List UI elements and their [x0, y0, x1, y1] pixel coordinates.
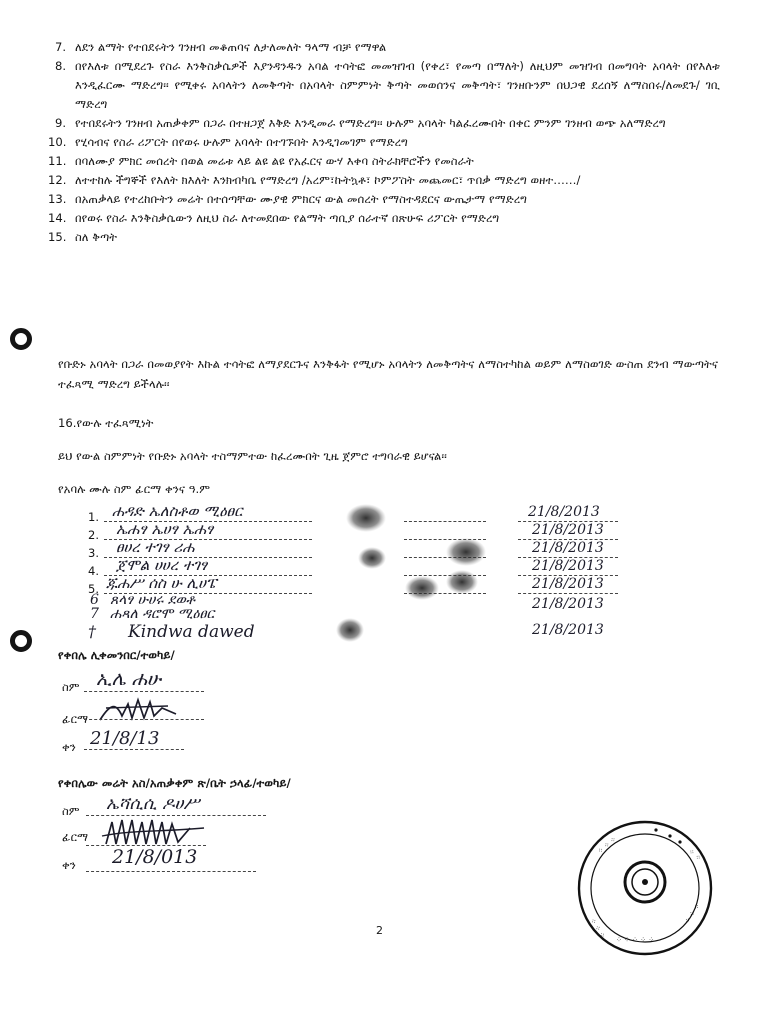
name-label: ስም [62, 804, 80, 818]
row-mark: † [88, 622, 96, 641]
list-item: 11. በባለሙያ ምክር መሰረት በወል መሬቱ ላይ ልዩ ልዩ የአፈርና ውሃ እቀባ ስትራክቸሮችን የመስራት [48, 154, 474, 168]
row-number: 5. [88, 582, 99, 596]
row-number: 3. [88, 546, 99, 560]
date-label: ቀን [62, 740, 76, 754]
signatory-date: 21/8/2013 [532, 540, 604, 556]
signatory-name: ጁሐሥ ሰስ ሁ ሊሀፔ [106, 574, 217, 592]
kebele-chair-date: 21/8/13 [90, 728, 160, 749]
kebele-chair-title: የቀበሌ ሊቀመንበር/ተወካይ/ [58, 648, 175, 662]
signatory-name: Kindwa dawed [128, 622, 255, 642]
date-label: ቀን [62, 858, 76, 872]
svg-text:⁘ ⁘ ⁘: ⁘ ⁘ ⁘ [683, 902, 702, 926]
signatory-date: 21/8/2013 [532, 558, 604, 574]
land-officer-date: 21/8/013 [112, 846, 198, 868]
signature-line [84, 719, 204, 720]
land-office-title: የቀበሌው መሬት አስ/አጠቃቀም ጽ/ቤት ኃላፊ/ተወካይ/ [58, 776, 291, 790]
signatory-date: 21/8/2013 [532, 622, 604, 638]
official-stamp [560, 816, 730, 956]
fingerprint-icon [358, 547, 386, 569]
date-line [86, 871, 256, 872]
signature-label: ፊርማ [62, 830, 89, 844]
signature-table-header: የአባሉ ሙሉ ስም ፊርማ ቀንና ዓ.ም [58, 482, 211, 496]
list-item: 15. ስለ ቅጣት [48, 230, 118, 244]
list-item: 12. ለተተከሉ ችግኞች የእለት ክእለት እንክብካቤ የማድረግ /አረም፣ኩትኳቶ፣ ኮምፖስት መጨመር፣ ጥበቃ ማድረግ ወዘተ……/ [48, 173, 581, 187]
row-number: 6 [90, 592, 99, 608]
signatory-date: 21/8/2013 [528, 504, 600, 520]
signatory-date: 21/8/2013 [532, 576, 604, 592]
signatory-name: ኤሐፃ ኤሀፃ ኤሐፃ [116, 520, 214, 538]
row-number: 2. [88, 528, 99, 542]
date-line [84, 749, 184, 750]
fingerprint-icon [446, 570, 478, 594]
kebele-chair-signature [96, 694, 186, 728]
row-number: 1. [88, 510, 99, 524]
section-16-heading: 16.የውሉ ተፈጻሚነት [58, 416, 154, 430]
section-16-text: ይህ የውል ስምምነት የቡድኑ አባላት ተስማምተው ከፈረሙበት ጊዜ ጀምሮ ተግባራዊ ይሆናል፡፡ [58, 449, 447, 463]
penalty-paragraph: የቡድኑ አባላት በጋራ በመወያየት እኩል ተሳትፎ ለማያደርጉና እንቅፋት የሚሆኑ አባላትን ለመቅጣትና ለማስተካከል ወይም ለማስወገድ ውስጠ ደንብ ማውጣትና ተፈጻሚ ማድረግ ይችላሉ፡፡ [58, 357, 718, 391]
fingerprint-icon [336, 618, 364, 642]
signatory-name: ሐዳድ ኤለስቶወ ሚዕፀር [112, 502, 243, 520]
page-number: 2 [376, 924, 383, 937]
fingerprint-icon [405, 576, 439, 600]
signatory-name: ፀሀረ ተገፃ ሪሐ [116, 538, 195, 556]
svg-text:⁘ ⁘ ⁘ ⁘ ⁘: ⁘ ⁘ ⁘ ⁘ ⁘ [616, 936, 655, 944]
name-line [84, 691, 204, 692]
signatory-date: 21/8/2013 [532, 596, 604, 612]
signatory-name: ጸላፃ ሁሀሩ ደወቶ [110, 592, 195, 608]
svg-text:⁘ ⁘ ⁘: ⁘ ⁘ ⁘ [588, 916, 607, 940]
fingerprint-icon [446, 538, 486, 566]
list-item: 14. በየወሩ የስራ እንቅስቃሴውን ለዚህ ስራ ለተመደበው የልማት ጣቢያ ሰራተኛ በጽሁፍ ሪፖርት የማድረግ [48, 211, 500, 225]
row-number: 7 [90, 606, 99, 622]
svg-text:⁘ ⁘: ⁘ ⁘ [686, 847, 703, 863]
signatory-name: ጀሞል ሀሀረ ተገፃ [116, 556, 208, 574]
fingerprint-icon [346, 504, 386, 532]
name-label: ስም [62, 680, 80, 694]
svg-text:⁘ ⁘ ⁘: ⁘ ⁘ ⁘ [596, 835, 619, 856]
signature-label: ፊርማ [62, 712, 89, 726]
list-item: 8. በየእለቱ በሚደረጉ የስራ እንቅስቃሴዎች እያንዳንዱን አባል ተሳትፎ መመዝገብ (የቀረ፣ የመጣ በማለት) ለዚህም መዝገብ በመግባት አባላት በየእለቱ እንዲፈርሙ ማድረግ፡፡ የሚቀሩ አባላትን ለመቅጣት በአባላት ስምምነት ቅጣት መወሰንና መቅጣት፣ ገንዘቡንም በህጋዊ ደረሰኝ ለማስበሩ/ለመደጉ/ ገቢ ማድረግ [54, 59, 720, 111]
row-number: 4. [88, 564, 99, 578]
list-item: 7. ለደን ልማት የተበደሩትን ገንዘብ መቆጠባና ለታለመለት ዓላማ ብቻ የማዋል [54, 40, 387, 54]
kebele-chair-name: ኢሌ ሐሁ [96, 668, 162, 690]
list-item: 9. የተበደሩትን ገንዘብ አጠቃቀም በጋራ በተዘጋጀ እቅድ እንዲመራ የማድረግ፡፡ ሁሉም አባላት ካልፈረሙበት በቀር ምንም ገንዘብ ወጭ አለማድረግ [54, 116, 666, 130]
land-officer-name: ኤሻሲሲ ዶሀሥ [106, 794, 200, 814]
list-item: 10. የሂሳብና የስራ ሪፖርት በየወሩ ሁሉም አባላት በተገኙበት እንዲገመገም የማድረግ [48, 135, 408, 149]
list-item: 13. በአጠቃላይ የተረከቡትን መሬት በተሰጣቸው ሙያዊ ምክርና ውል መሰረት የማስተዳደርና ውጤታማ የማድረግ [48, 192, 528, 206]
signatory-date: 21/8/2013 [532, 522, 604, 538]
signatory-name: ሐጻለ ዳሮሞ ሚዕፀር [110, 606, 215, 622]
